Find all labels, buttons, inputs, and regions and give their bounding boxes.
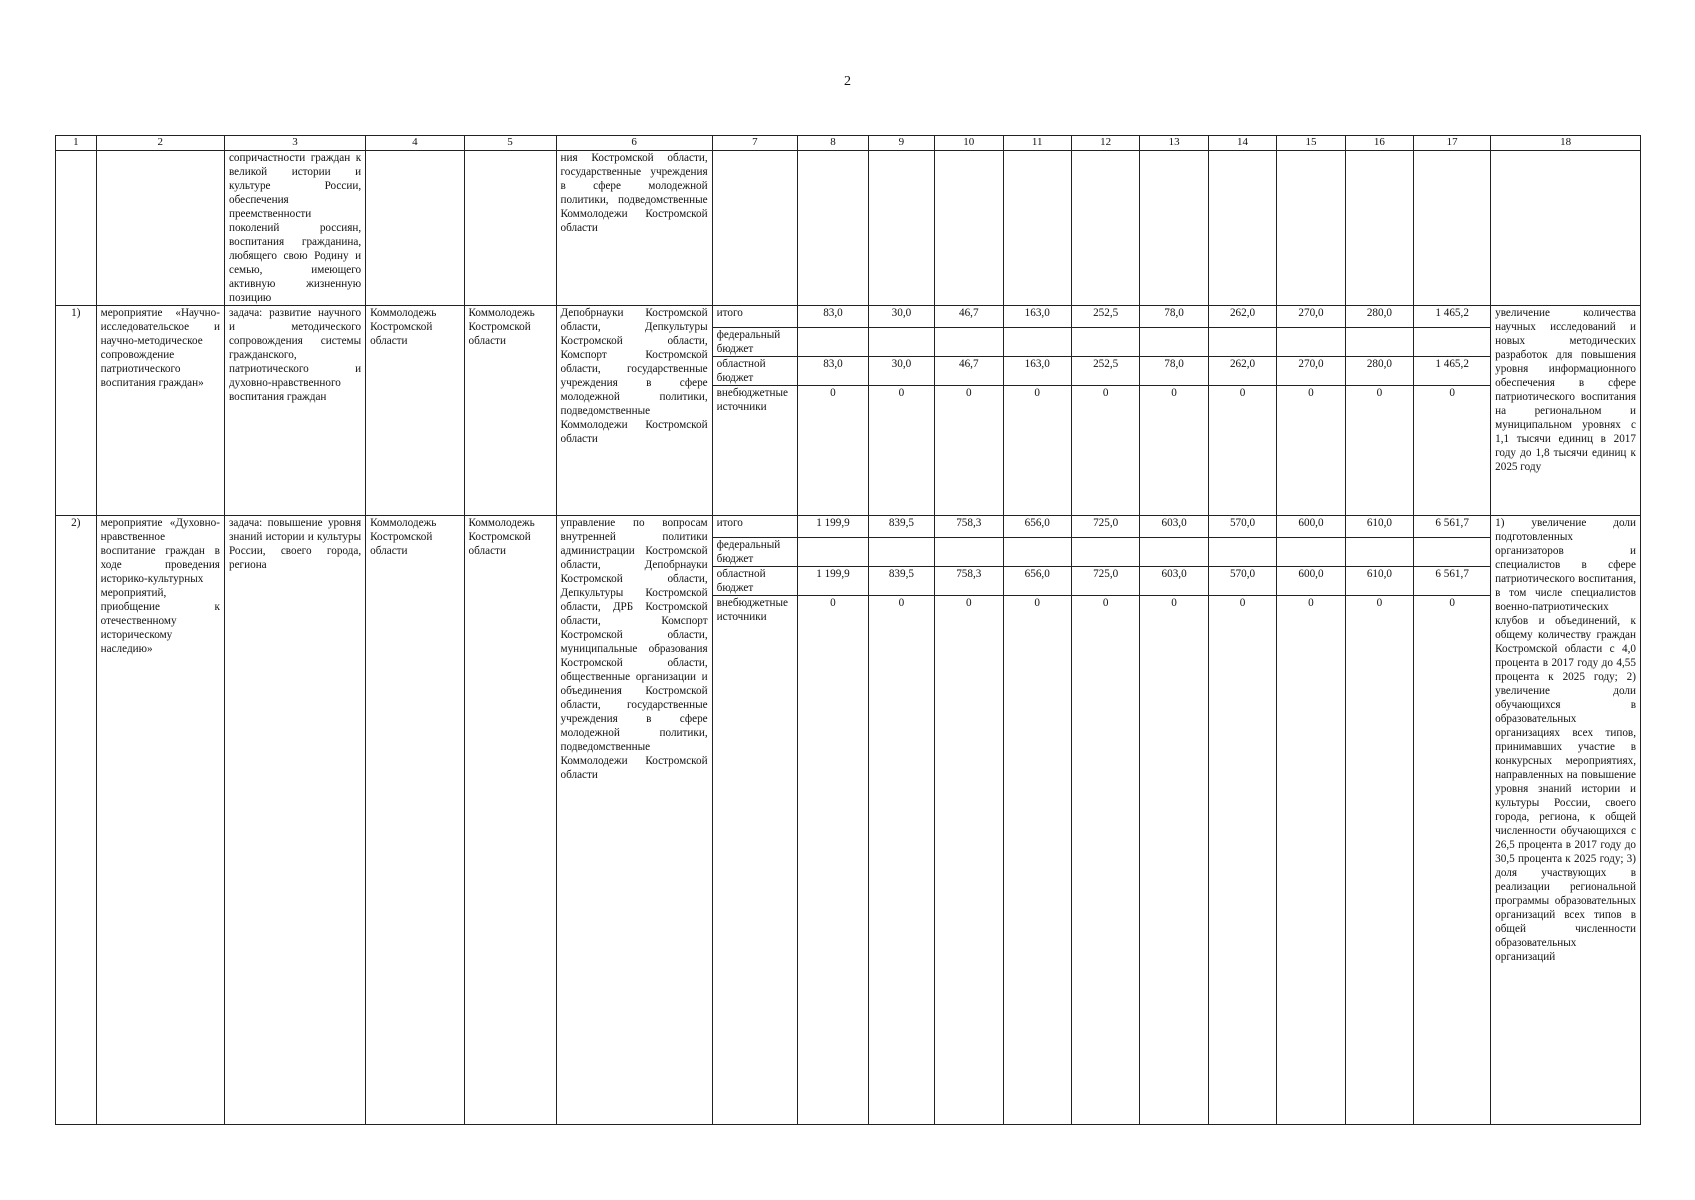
budget-value: 0 [1414,385,1491,515]
budget-value: 30,0 [868,305,934,327]
budget-value: 163,0 [1003,305,1071,327]
executors-text: управление по вопросам внутренней политики администрации Костромской области, Депобрнауки Костромской области, Депкультуры Костромской области, ДРБ Костромской области, Комспорт Костромской области, муниципальные образования Костромской области, общественные организации и объединения Костромской области, государственные учреждения в сфере молодежной политики, подведомственные Коммолодежи Костромской области [556,515,712,1124]
budget-value: 0 [798,385,869,515]
col-header: 2 [96,136,224,151]
col-header: 10 [935,136,1003,151]
budget-value: 270,0 [1277,305,1345,327]
budget-label: областной бюджет [712,356,798,385]
budget-value: 46,7 [935,305,1003,327]
budget-value: 6 561,7 [1414,566,1491,595]
col-header: 9 [868,136,934,151]
budget-value: 0 [1071,385,1139,515]
budget-value: 600,0 [1277,566,1345,595]
continuation-row [56,150,1641,305]
budget-value: 656,0 [1003,566,1071,595]
budget-value: 0 [935,595,1003,1124]
budget-value: 0 [1208,595,1276,1124]
col-header: 7 [712,136,798,151]
col-header: 14 [1208,136,1276,151]
budget-value: 0 [1345,385,1413,515]
row-number: 1) [56,305,97,515]
col-header: 13 [1140,136,1208,151]
budget-value: 0 [1140,595,1208,1124]
col-header: 17 [1414,136,1491,151]
executors-text: ния Костромской области, государственные учреждения в сфере молодежной политики, подведомственные Коммолодежи Костромской области [556,150,712,305]
col-header: 11 [1003,136,1071,151]
col-header: 1 [56,136,97,151]
budget-value: 1 199,9 [798,566,869,595]
event-name: мероприятие «Духовно-нравственное воспитание граждан в ходе проведения историко-культурных мероприятий, приобщение к отечественному историческому наследию» [96,515,224,1124]
column-numbers-row [56,136,1641,151]
executors-text: Депобрнауки Костромской области, Депкультуры Костромской области, Комспорт Костромской области, государственные учреждения в сфере молодежной политики, подведомственные Коммолодежи Костромской области [556,305,712,515]
task-text: задача: повышение уровня знаний истории и культуры России, своего города, региона [224,515,365,1124]
budget-value: 725,0 [1071,515,1139,537]
budget-value: 0 [1003,385,1071,515]
budget-label: внебюджетные источники [712,595,798,1124]
budget-value: 78,0 [1140,356,1208,385]
budget-value: 0 [868,385,934,515]
budget-value: 570,0 [1208,515,1276,537]
budget-label: федеральный бюджет [712,537,798,566]
budget-value: 0 [1003,595,1071,1124]
task-text: задача: развитие научного и методического сопровождения системы гражданского, патриотического и духовно-нравственного воспитания граждан [224,305,365,515]
col-header: 18 [1491,136,1641,151]
budget-value: 0 [1140,385,1208,515]
row-number: 2) [56,515,97,1124]
col-header: 16 [1345,136,1413,151]
event-name: мероприятие «Научно-исследовательское и научно-методическое сопровождение патриотического воспитания граждан» [96,305,224,515]
budget-value: 1 199,9 [798,515,869,537]
budget-value: 0 [935,385,1003,515]
budget-value: 570,0 [1208,566,1276,595]
responsible-executor: Коммолодежь Костромской области [366,305,464,515]
budget-value: 758,3 [935,515,1003,537]
budget-value: 603,0 [1140,515,1208,537]
budget-value: 0 [1071,595,1139,1124]
budget-value: 1 465,2 [1414,305,1491,327]
budget-value: 0 [868,595,934,1124]
table-row [56,515,1641,537]
budget-value: 603,0 [1140,566,1208,595]
budget-value: 78,0 [1140,305,1208,327]
col-header: 15 [1277,136,1345,151]
expected-result: увеличение количества научных исследований и новых методических разработок для повышения уровня информационного обеспечения в сфере патриотического воспитания на региональном и муниципальном уровнях с 1,1 тысячи единиц в 2017 году до 1,8 тысячи единиц к 2025 году [1491,305,1641,515]
budget-value: 262,0 [1208,305,1276,327]
budget-value: 252,5 [1071,305,1139,327]
coexecutor: Коммолодежь Костромской области [464,305,556,515]
budget-value: 656,0 [1003,515,1071,537]
budget-value: 270,0 [1277,356,1345,385]
budget-value: 725,0 [1071,566,1139,595]
responsible-executor: Коммолодежь Костромской области [366,515,464,1124]
budget-label: внебюджетные источники [712,385,798,515]
budget-value: 610,0 [1345,515,1413,537]
budget-value: 163,0 [1003,356,1071,385]
budget-value: 0 [1277,385,1345,515]
expected-result: 1) увеличение доли подготовленных организаторов и специалистов в сфере патриотического воспитания, в том числе специалистов военно-патриотических клубов и объединений, к общему количеству граждан Костромской области с 4,0 процента в 2017 году до 4,55 процента к 2025 году; 2) увеличение доли обучающихся в образовательных организациях всех типов, принимавших участие в конкурсных мероприятиях, направленных на повышение уровня знаний истории и культуры России, своего города, региона, к общей численности обучающихся с 26,5 процента в 2017 году до 30,5 процента к 2025 году; 3) доля участвующих в реализации региональной программы образовательных организаций всех типов в общей численности образовательных организаций [1491,515,1641,1124]
budget-label: итого [712,305,798,327]
budget-value: 252,5 [1071,356,1139,385]
budget-value: 758,3 [935,566,1003,595]
col-header: 3 [224,136,365,151]
task-text: сопричастности граждан к великой истории и культуре России, обеспечения преемственности поколений россиян, воспитания гражданина, любящего свою Родину и семью, имеющего активную жизненную позицию [224,150,365,305]
budget-value: 83,0 [798,305,869,327]
coexecutor: Коммолодежь Костромской области [464,515,556,1124]
budget-value: 0 [1208,385,1276,515]
col-header: 5 [464,136,556,151]
budget-value: 6 561,7 [1414,515,1491,537]
budget-value: 600,0 [1277,515,1345,537]
col-header: 12 [1071,136,1139,151]
budget-value: 1 465,2 [1414,356,1491,385]
budget-label: федеральный бюджет [712,327,798,356]
budget-value: 0 [1414,595,1491,1124]
budget-value: 280,0 [1345,356,1413,385]
budget-value: 610,0 [1345,566,1413,595]
budget-label: областной бюджет [712,566,798,595]
budget-value: 0 [798,595,869,1124]
budget-value: 30,0 [868,356,934,385]
col-header: 6 [556,136,712,151]
page-number: 2 [844,74,851,89]
budget-value: 839,5 [868,515,934,537]
budget-value: 839,5 [868,566,934,595]
budget-label: итого [712,515,798,537]
col-header: 8 [798,136,869,151]
budget-value: 262,0 [1208,356,1276,385]
budget-value: 280,0 [1345,305,1413,327]
col-header: 4 [366,136,464,151]
budget-value: 46,7 [935,356,1003,385]
budget-value: 83,0 [798,356,869,385]
budget-value: 0 [1277,595,1345,1124]
table-row [56,305,1641,327]
program-table [55,135,1641,1125]
budget-value: 0 [1345,595,1413,1124]
